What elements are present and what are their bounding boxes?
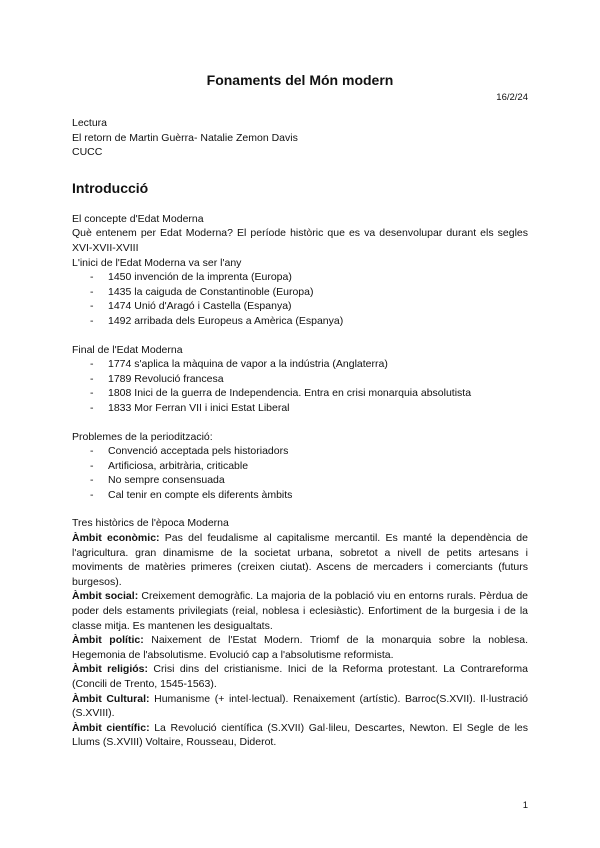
list-item: - No sempre consensuada (72, 473, 528, 488)
ambit-label: Àmbit científic: (72, 721, 150, 734)
problems-title: Problemes de la periodització: (72, 430, 213, 443)
list-item: - Cal tenir en compte els diferents àmbits (72, 488, 528, 503)
reading-label: Lectura (72, 117, 108, 129)
document-date: 16/2/24 (496, 92, 528, 103)
end-list (72, 357, 528, 415)
list-item: - Convenció acceptada pels historiadors (72, 444, 528, 459)
list-item: - 1808 Inici de la guerra de Independencia. Entra en crisi monarquia absolutista (72, 386, 528, 401)
ambit-economic (72, 531, 528, 589)
list-item: - 1450 invención de la imprenta (Europa) (72, 270, 528, 285)
concept-text: Què entenem per Edat Moderna? El període històric que es va desenvolupar durant els segles XVI-XVII-XVIII (72, 227, 528, 254)
ambit-social (72, 589, 528, 633)
three-title: Tres històrics de l'època Moderna (72, 517, 229, 530)
start-title: L'inici de l'Edat Moderna va ser l'any (72, 256, 242, 269)
ambit-label: Àmbit polític: (72, 634, 144, 647)
list-item: - Artificiosa, arbitrària, criticable (72, 459, 528, 474)
ambit-label: Àmbit social: (72, 590, 139, 603)
ambit-text: Humanisme (+ intel·lectual). Renaixement (artístic). Barroc(S.XVII). Il·lustració (S.XVIII). (72, 692, 529, 720)
list-item: - 1474 Unió d'Aragó i Castella (Espanya) (72, 299, 528, 314)
ambit-politic (72, 633, 528, 662)
reading-code: CUCC (72, 146, 103, 159)
ambit-label: Àmbit econòmic: (72, 532, 160, 545)
ambit-text: Creixement demogràfic. La majoria de la població viu en entorns rurals. Pèrdua de poder dels estaments privilegiats (reial, noblesa i eclesiàstic). Enfortiment de la burgesia i de la classe mitja. Es mantenen les desigualtats. (72, 590, 528, 632)
end-title: Final de l'Edat Moderna (72, 343, 183, 356)
ambit-text: Crisi dins del cristianisme. Inici de la Reforma protestant. La Contrareforma (Concili de Trento, 1545-1563). (72, 663, 528, 690)
ambit-text: Pas del feudalisme al capitalisme mercantil. Es manté la dependència de l'agricultura. gran dinamisme de la societat urbana, sobretot a nivell de petits artesans i moviments de matèries primeres (creixen ciutat). Ascens de mercaders i comerciants (futurs burgesos). (72, 532, 528, 588)
section-heading-introduccio: Introducció (72, 179, 149, 196)
concept-title: El concepte d'Edat Moderna (72, 212, 204, 225)
start-list (72, 270, 528, 328)
list-item: - 1435 la caiguda de Constantinoble (Europa) (72, 285, 528, 300)
ambit-religios (72, 662, 528, 691)
document-body (72, 116, 528, 750)
ambit-label: Àmbit religiós: (72, 663, 149, 676)
page-number: 1 (522, 800, 528, 811)
ambit-text: La Revolució científica (S.XVII) Gal·lileu, Descartes, Newton. El Segle de les Llums (S.XVIII) Voltaire, Rousseau, Diderot. (72, 721, 528, 749)
document-title: Fonaments del Món modern (206, 72, 394, 88)
list-item: - 1833 Mor Ferran VII i inici Estat Liberal (72, 401, 528, 416)
ambit-cultural (72, 692, 528, 721)
ambit-text: Naixement de l'Estat Modern. Triomf de la monarquia sobre la noblesa. Hegemonia de l'absolutisme. Evolució cap a l'absolutisme reformista. (72, 634, 529, 661)
list-item: - 1774 s'aplica la màquina de vapor a la indústria (Anglaterra) (72, 357, 528, 372)
reading-work: El retorn de Martin Guèrra- Natalie Zemon Davis (72, 131, 298, 144)
list-item: - 1492 arribada dels Europeus a Amèrica (Espanya) (72, 314, 528, 329)
ambit-label: Àmbit Cultural: (72, 692, 150, 705)
problems-list (72, 444, 528, 502)
list-item: - 1789 Revolució francesa (72, 372, 528, 387)
ambit-cientific (72, 721, 528, 750)
